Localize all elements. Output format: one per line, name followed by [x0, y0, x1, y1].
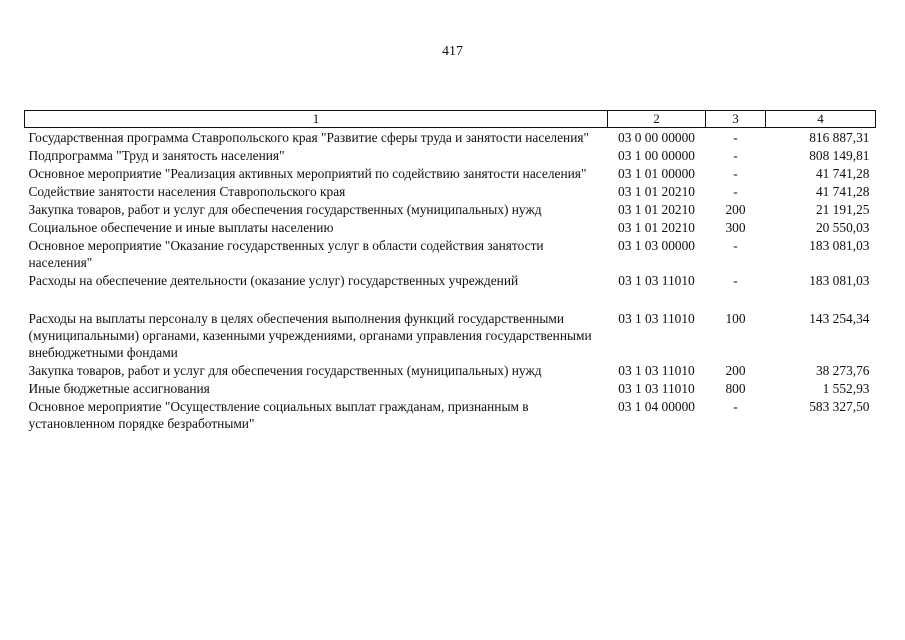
row-name: Государственная программа Ставропольского края "Развитие сферы труда и занятости населения" [28, 130, 590, 145]
row-type: 200 [725, 202, 746, 217]
column-header-code: 2 [608, 111, 706, 128]
row-name: Социальное обеспечение и иные выплаты населению [28, 220, 334, 235]
row-type: - [733, 130, 738, 145]
row-type: - [733, 399, 738, 414]
row-type: 100 [725, 311, 746, 326]
row-amount: 20 550,03 [815, 220, 870, 235]
row-code: 03 1 01 20210 [618, 184, 695, 199]
row-code: 03 1 03 11010 [618, 273, 695, 288]
row-type: - [733, 148, 738, 163]
table-row [25, 361, 876, 379]
row-code: 03 1 03 11010 [618, 311, 695, 326]
row-spacer [25, 289, 876, 309]
row-name: Основное мероприятие "Осуществление социальных выплат гражданам, признанным в установленном порядке безработными" [28, 399, 529, 431]
row-name: Основное мероприятие "Реализация активных мероприятий по содействию занятости населения" [28, 166, 587, 181]
row-type: 300 [725, 220, 746, 235]
row-amount: 583 327,50 [809, 399, 870, 414]
column-header-type: 3 [706, 111, 766, 128]
column-header-amount: 4 [766, 111, 876, 128]
table-row [25, 164, 876, 182]
row-type: 800 [725, 381, 746, 396]
spacer-cell [25, 289, 876, 309]
row-type: 200 [725, 363, 746, 378]
row-amount: 21 191,25 [815, 202, 870, 217]
table-row [25, 397, 876, 432]
row-name: Расходы на выплаты персоналу в целях обеспечения выполнения функций государственными (муниципальными) органами, казенными учреждениями, органами управления государственными внебюджетными фондами [28, 311, 592, 360]
header-row [25, 111, 876, 128]
row-code: 03 1 00 00000 [618, 148, 695, 163]
row-name: Иные бюджетные ассигнования [28, 381, 210, 396]
row-name: Расходы на обеспечение деятельности (оказание услуг) государственных учреждений [28, 273, 519, 288]
row-amount: 183 081,03 [809, 273, 870, 288]
table-row [25, 236, 876, 271]
row-code: 03 1 01 20210 [618, 220, 695, 235]
budget-table [24, 110, 876, 432]
row-name: Основное мероприятие "Оказание государственных услуг в области содействия занятости населения" [28, 238, 544, 270]
row-type: - [733, 184, 738, 199]
column-header-name: 1 [25, 111, 608, 128]
row-code: 03 1 01 00000 [618, 166, 695, 181]
row-amount: 38 273,76 [815, 363, 870, 378]
row-code: 03 1 03 11010 [618, 381, 695, 396]
row-type: - [733, 166, 738, 181]
row-type: - [733, 238, 738, 253]
row-name: Закупка товаров, работ и услуг для обеспечения государственных (муниципальных) нужд [28, 202, 542, 217]
row-code: 03 1 04 00000 [618, 399, 695, 414]
table-row [25, 309, 876, 361]
row-name: Закупка товаров, работ и услуг для обеспечения государственных (муниципальных) нужд [28, 363, 542, 378]
row-amount: 41 741,28 [815, 184, 870, 199]
page-number: 417 [442, 44, 463, 59]
row-amount: 816 887,31 [809, 130, 870, 145]
table-row [25, 182, 876, 200]
table-row [25, 146, 876, 164]
table-row [25, 379, 876, 397]
row-code: 03 0 00 00000 [618, 130, 695, 145]
row-code: 03 1 03 11010 [618, 363, 695, 378]
table-row [25, 271, 876, 289]
row-amount: 143 254,34 [809, 311, 870, 326]
table-row [25, 128, 876, 147]
row-amount: 808 149,81 [809, 148, 870, 163]
row-code: 03 1 01 20210 [618, 202, 695, 217]
row-amount: 41 741,28 [815, 166, 870, 181]
row-amount: 1 552,93 [822, 381, 870, 396]
row-name: Подпрограмма "Труд и занятость населения" [28, 148, 285, 163]
row-amount: 183 081,03 [809, 238, 870, 253]
row-code: 03 1 03 00000 [618, 238, 695, 253]
row-type: - [733, 273, 738, 288]
row-name: Содействие занятости населения Ставропольского края [28, 184, 346, 199]
table-row [25, 218, 876, 236]
table-row [25, 200, 876, 218]
